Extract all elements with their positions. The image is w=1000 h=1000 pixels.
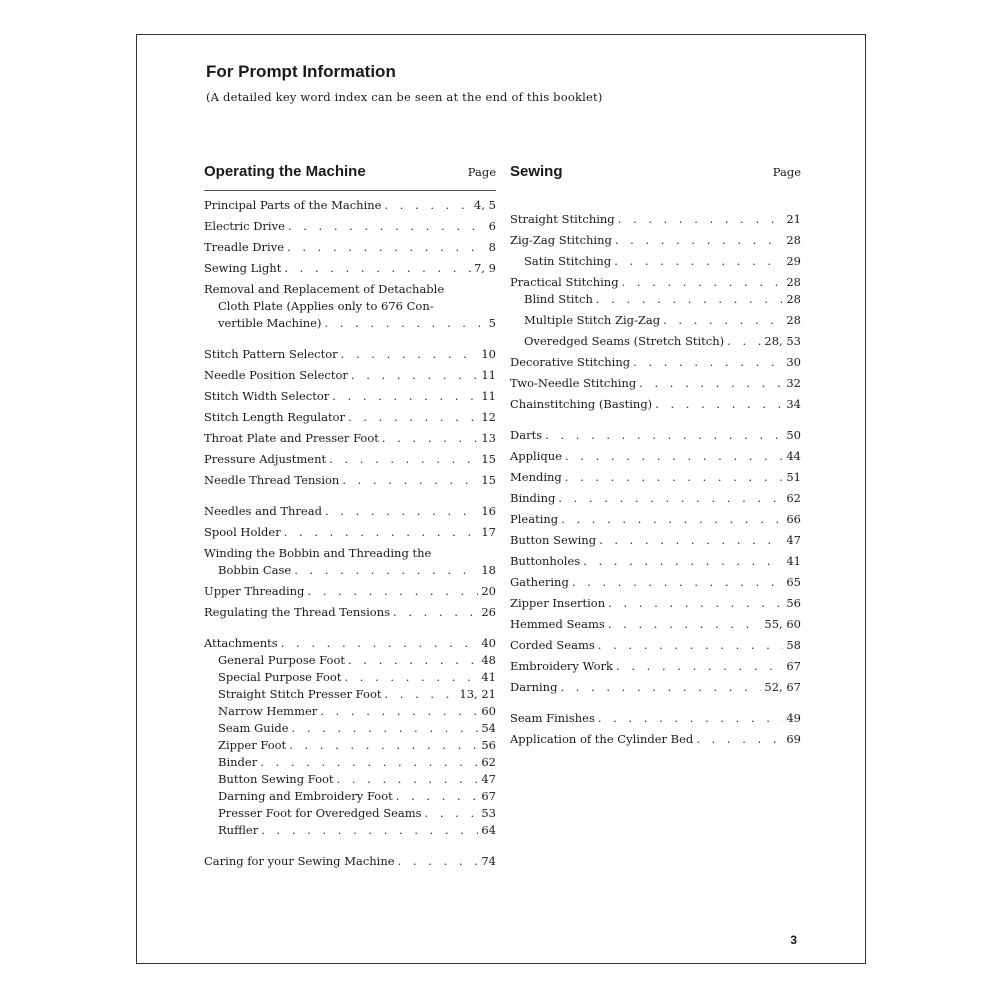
entry-page: 65 (786, 575, 801, 589)
dot-leader (655, 396, 783, 413)
toc-entry (204, 472, 496, 489)
entry-label: Caring for your Sewing Machine (204, 854, 395, 868)
toc-entry (204, 503, 496, 520)
dot-leader (344, 669, 478, 686)
toc-entry (510, 532, 801, 549)
entry-page: 40 (481, 636, 496, 650)
entry-page: 4, 5 (474, 198, 496, 212)
entry-label: General Purpose Foot (218, 653, 345, 667)
entry-page: 17 (481, 525, 496, 539)
entry-label: Needle Position Selector (204, 368, 348, 382)
page-subtitle: (A detailed key word index can be seen at the end of this booklet) (206, 90, 603, 104)
entry-label: Throat Plate and Presser Foot (204, 431, 379, 445)
toc-entry (510, 490, 801, 507)
dot-leader (663, 312, 783, 329)
dot-leader (287, 239, 486, 256)
toc-entry (204, 652, 496, 669)
toc-entry (510, 469, 801, 486)
toc-entry (204, 635, 496, 652)
dot-leader (608, 616, 762, 633)
entry-page: 41 (786, 554, 801, 568)
toc-entry (204, 346, 496, 363)
toc-entry (204, 197, 496, 214)
entry-label: Chainstitching (Basting) (510, 397, 653, 411)
entry-page: 28, 53 (764, 334, 801, 348)
entry-label: Practical Stitching (510, 275, 619, 289)
entry-page: 16 (481, 504, 496, 518)
entry-page: 51 (786, 470, 801, 484)
entry-page: 32 (786, 376, 801, 390)
dot-leader (614, 253, 783, 270)
entry-page: 21 (786, 212, 801, 226)
entry-label: Pressure Adjustment (204, 452, 327, 466)
entry-page: 13, 21 (459, 687, 496, 701)
entry-page: 7, 9 (474, 261, 496, 275)
column-title: Operating the Machine (204, 163, 366, 180)
entry-page: 18 (481, 563, 496, 577)
entry-page: 50 (786, 428, 801, 442)
dot-leader (324, 315, 485, 332)
toc-entry (510, 595, 801, 612)
toc-entry (510, 211, 801, 228)
toc-entry (510, 354, 801, 371)
toc-entry (204, 703, 496, 720)
entry-label: Corded Seams (510, 638, 595, 652)
toc-entry (510, 427, 801, 444)
entry-page: 15 (481, 473, 496, 487)
dot-leader (545, 427, 783, 444)
entry-label: Two-Needle Stitching (510, 376, 637, 390)
dot-leader (341, 346, 479, 363)
dot-leader (307, 583, 478, 600)
dot-leader (329, 451, 478, 468)
entry-page: 28 (786, 233, 801, 247)
entry-page: 55, 60 (764, 617, 801, 631)
toc-column-operating (204, 163, 496, 870)
dot-leader (561, 511, 783, 528)
dot-leader (565, 469, 784, 486)
entry-page: 67 (481, 789, 496, 803)
toc-entry (204, 409, 496, 426)
dot-leader (342, 472, 478, 489)
column-header (510, 163, 801, 187)
entry-label: Seam Guide (218, 721, 289, 735)
toc-entry-line: Removal and Replacement of Detachable (204, 282, 445, 296)
dot-leader (288, 218, 486, 235)
entry-page: 12 (481, 410, 496, 424)
entry-label: Pleating (510, 512, 559, 526)
toc-entry (510, 333, 801, 350)
entry-page: 47 (786, 533, 801, 547)
entry-label: Ruffler (218, 823, 259, 837)
entry-page: 47 (481, 772, 496, 786)
column-header (204, 163, 496, 187)
entry-page: 5 (488, 316, 496, 330)
toc-entry (204, 367, 496, 384)
dot-leader (598, 637, 784, 654)
dot-leader (384, 197, 471, 214)
entry-page: 54 (481, 721, 496, 735)
dot-leader (284, 260, 471, 277)
entry-label: Straight Stitching (510, 212, 615, 226)
toc-entry (204, 754, 496, 771)
entry-label: Zipper Foot (218, 738, 287, 752)
toc-entries (204, 197, 496, 870)
dot-leader (639, 375, 783, 392)
toc-entry-line: Cloth Plate (Applies only to 676 Con- (218, 299, 434, 313)
toc-entry (204, 218, 496, 235)
toc-entry (204, 260, 496, 277)
entry-label: Zig-Zag Stitching (510, 233, 612, 247)
entry-label: Buttonholes (510, 554, 581, 568)
toc-entry (204, 805, 496, 822)
dot-leader (622, 274, 784, 291)
toc-entry (510, 553, 801, 570)
toc-entry (510, 637, 801, 654)
entry-page: 6 (488, 219, 496, 233)
entry-label: Gathering (510, 575, 569, 589)
entry-page: 64 (481, 823, 496, 837)
entry-page: 44 (786, 449, 801, 463)
entry-label: Darning (510, 680, 558, 694)
entry-label: Regulating the Thread Tensions (204, 605, 391, 619)
entry-label: Overedged Seams (Stretch Stitch) (524, 334, 725, 348)
toc-entry (204, 388, 496, 405)
page-number: 3 (790, 933, 797, 947)
entry-page: 8 (488, 240, 496, 254)
dot-leader (425, 805, 479, 822)
toc-entry (510, 710, 801, 727)
dot-leader (396, 788, 479, 805)
entry-label: Stitch Length Regulator (204, 410, 346, 424)
entry-label: Button Sewing Foot (218, 772, 334, 786)
entry-page: 53 (481, 806, 496, 820)
entry-page: 74 (481, 854, 496, 868)
dot-leader (351, 367, 478, 384)
entry-label: Applique (510, 449, 562, 463)
toc-entry (510, 679, 801, 696)
dot-leader (398, 853, 479, 870)
dot-leader (292, 720, 479, 737)
toc-entry (204, 771, 496, 788)
dot-leader (599, 532, 783, 549)
entry-label: Sewing Light (204, 261, 282, 275)
entry-label: Attachments (204, 636, 278, 650)
toc-entry (204, 451, 496, 468)
toc-entry (204, 686, 496, 703)
dot-leader (727, 333, 761, 350)
entry-label: Electric Drive (204, 219, 285, 233)
entry-label: Spool Holder (204, 525, 281, 539)
dot-leader (598, 710, 784, 727)
dot-leader (382, 430, 478, 447)
entry-page: 11 (481, 368, 496, 382)
dot-leader (616, 658, 783, 675)
toc-entry (510, 731, 801, 748)
toc-entry (204, 788, 496, 805)
toc-entry (510, 232, 801, 249)
toc-entry (510, 511, 801, 528)
toc-entry (510, 658, 801, 675)
entry-page: 56 (786, 596, 801, 610)
toc-entry (204, 315, 496, 332)
toc-entry (510, 274, 801, 291)
entry-page: 58 (786, 638, 801, 652)
toc-entry (204, 562, 496, 579)
dot-leader (348, 409, 478, 426)
toc-entry (204, 524, 496, 541)
toc-entry (510, 616, 801, 633)
entry-page: 66 (786, 512, 801, 526)
toc-entries (510, 211, 801, 748)
toc-entry (204, 430, 496, 447)
entry-page: 67 (786, 659, 801, 673)
entry-page: 15 (481, 452, 496, 466)
dot-leader (337, 771, 479, 788)
entry-label: Application of the Cylinder Bed (510, 732, 694, 746)
entry-label: Button Sewing (510, 533, 597, 547)
toc-entry (204, 720, 496, 737)
toc-entry (510, 448, 801, 465)
dot-leader (260, 754, 478, 771)
dot-leader (633, 354, 783, 371)
dot-leader (284, 524, 479, 541)
dot-leader (596, 291, 783, 308)
entry-page: 13 (481, 431, 496, 445)
toc-entry (510, 574, 801, 591)
toc-entry (510, 396, 801, 413)
column-page-label: Page (772, 165, 801, 179)
entry-label: Binding (510, 491, 556, 505)
header-rule (204, 190, 496, 191)
dot-leader (583, 553, 783, 570)
entry-page: 62 (786, 491, 801, 505)
toc-entry (204, 737, 496, 754)
entry-label: Darts (510, 428, 543, 442)
entry-page: 69 (786, 732, 801, 746)
entry-label: Mending (510, 470, 562, 484)
entry-page: 41 (481, 670, 496, 684)
entry-label: Binder (218, 755, 258, 769)
entry-label: Upper Threading (204, 584, 305, 598)
entry-label: Stitch Width Selector (204, 389, 330, 403)
toc-entry (204, 822, 496, 839)
entry-page: 60 (481, 704, 496, 718)
dot-leader (261, 822, 478, 839)
entry-label: Bobbin Case (218, 563, 292, 577)
entry-label: Darning and Embroidery Foot (218, 789, 393, 803)
entry-page: 20 (481, 584, 496, 598)
entry-page: 29 (786, 254, 801, 268)
entry-label: Needles and Thread (204, 504, 322, 518)
entry-page: 34 (786, 397, 801, 411)
toc-entry (204, 583, 496, 600)
entry-label: vertible Machine) (218, 316, 322, 330)
entry-label: Seam Finishes (510, 711, 595, 725)
dot-leader (281, 635, 479, 652)
entry-label: Stitch Pattern Selector (204, 347, 338, 361)
entry-label: Multiple Stitch Zig-Zag (524, 313, 661, 327)
entry-page: 52, 67 (764, 680, 801, 694)
entry-label: Narrow Hemmer (218, 704, 318, 718)
entry-label: Straight Stitch Presser Foot (218, 687, 382, 701)
dot-leader (325, 503, 478, 520)
dot-leader (294, 562, 478, 579)
dot-leader (393, 604, 478, 621)
dot-leader (320, 703, 478, 720)
toc-entry (510, 291, 801, 308)
toc-entry (510, 312, 801, 329)
dot-leader (608, 595, 783, 612)
entry-page: 10 (481, 347, 496, 361)
toc-entry-line: Winding the Bobbin and Threading the (204, 546, 432, 560)
dot-leader (696, 731, 783, 748)
dot-leader (348, 652, 478, 669)
entry-label: Treadle Drive (204, 240, 285, 254)
column-title: Sewing (510, 163, 563, 180)
entry-label: Zipper Insertion (510, 596, 606, 610)
dot-leader (558, 490, 783, 507)
dot-leader (572, 574, 784, 591)
column-page-label: Page (467, 165, 496, 179)
entry-page: 26 (481, 605, 496, 619)
entry-label: Decorative Stitching (510, 355, 631, 369)
entry-page: 48 (481, 653, 496, 667)
entry-label: Presser Foot for Overedged Seams (218, 806, 422, 820)
entry-page: 11 (481, 389, 496, 403)
toc-column-sewing (510, 163, 801, 748)
entry-label: Principal Parts of the Machine (204, 198, 382, 212)
toc-entry (204, 604, 496, 621)
entry-label: Satin Stitching (524, 254, 612, 268)
entry-label: Hemmed Seams (510, 617, 605, 631)
entry-page: 56 (481, 738, 496, 752)
entry-label: Blind Stitch (524, 292, 593, 306)
toc-entry (204, 853, 496, 870)
document-page (136, 34, 866, 964)
entry-label: Embroidery Work (510, 659, 614, 673)
dot-leader (289, 737, 478, 754)
toc-entry (204, 239, 496, 256)
dot-leader (618, 211, 784, 228)
entry-page: 28 (786, 313, 801, 327)
entry-page: 28 (786, 292, 801, 306)
dot-leader (560, 679, 761, 696)
dot-leader (385, 686, 457, 703)
toc-entry (204, 669, 496, 686)
toc-entry (510, 375, 801, 392)
entry-label: Needle Thread Tension (204, 473, 340, 487)
entry-page: 49 (786, 711, 801, 725)
dot-leader (615, 232, 783, 249)
toc-entry (510, 253, 801, 270)
entry-page: 30 (786, 355, 801, 369)
dot-leader (332, 388, 478, 405)
entry-page: 28 (786, 275, 801, 289)
page-title: For Prompt Information (206, 62, 396, 81)
entry-label: Special Purpose Foot (218, 670, 342, 684)
entry-page: 62 (481, 755, 496, 769)
dot-leader (565, 448, 783, 465)
